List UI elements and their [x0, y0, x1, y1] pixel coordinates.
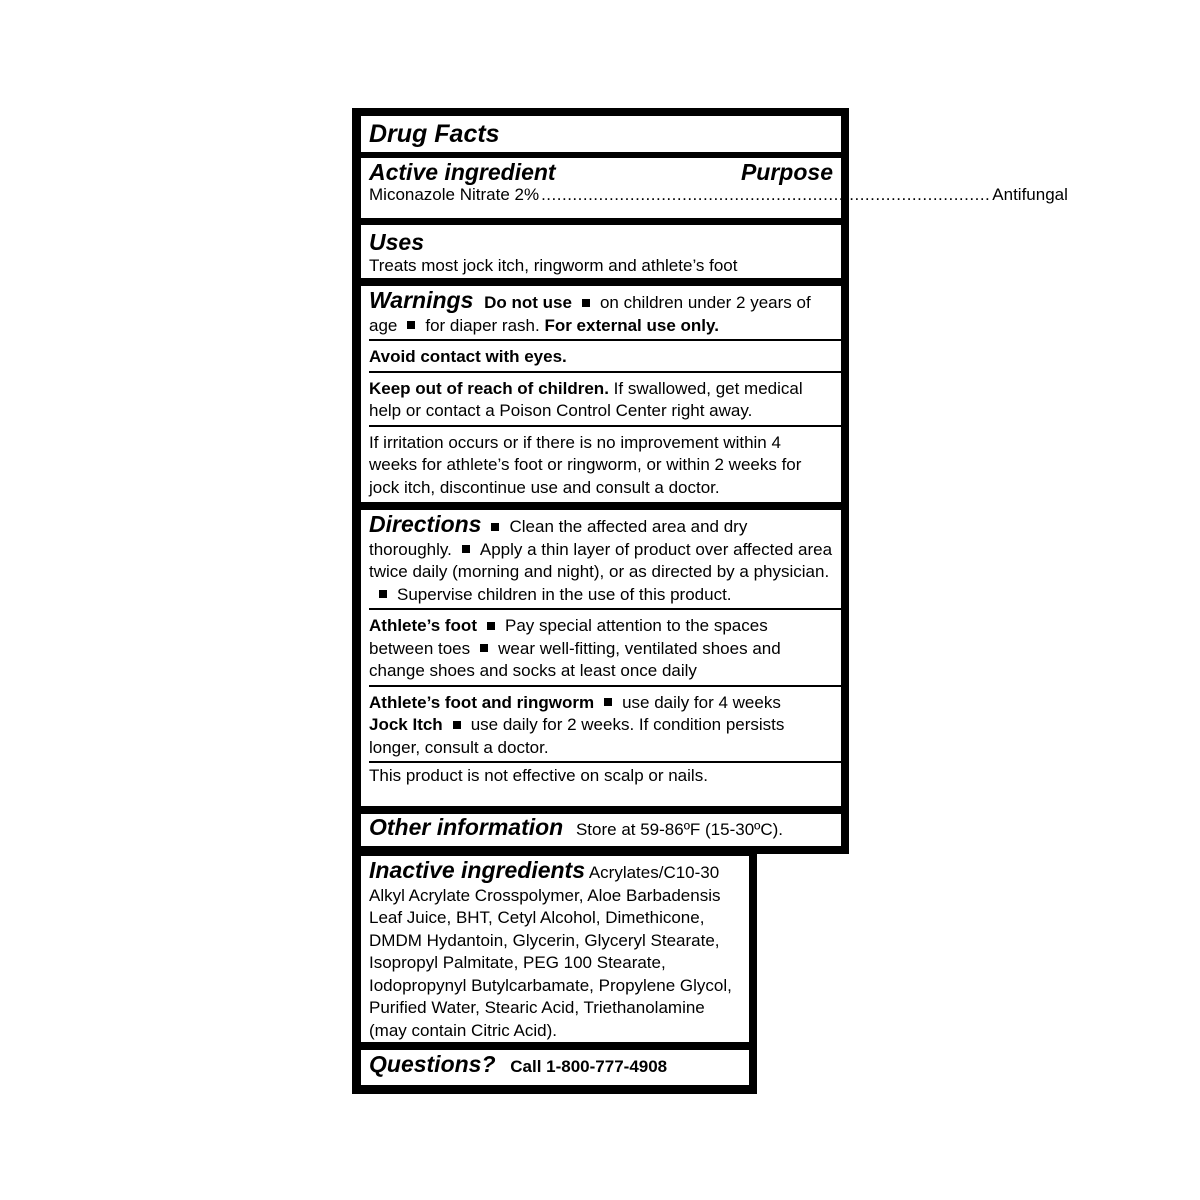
uses-heading: Uses — [369, 229, 424, 255]
duration-directions — [369, 687, 833, 762]
scalp-nails-note: This product is not effective on scalp or nails. — [369, 766, 708, 785]
storage-text: Store at 59-86ºF (15-30ºC). — [575, 820, 784, 839]
directions-heading: Directions — [369, 511, 482, 537]
avoid-eyes-warning: Avoid contact with eyes. — [369, 347, 567, 366]
inactive-ingredients-body — [369, 856, 741, 1042]
other-information-panel — [361, 814, 841, 846]
inactive-ingredients-text: Acrylates/C10-30 Alkyl Acrylate Crosspolymer, Aloe Barbadensis Leaf Juice, BHT, Cetyl Alcohol, Dimethicone, DMDM Hydantoin, Glycerin, Glyceryl Stearate, Isopropyl Palmitate, PEG 100 Stearate, Iodopropynyl Butylcarbamate, Propylene Glycol, Purified Water, Stearic Acid, Triethanolamine (may contain Citric Acid). — [369, 863, 732, 1040]
direction-apply: Apply a thin layer of product over affected area twice daily (morning and night), or as directed by a physician. — [369, 539, 833, 581]
inactive-ingredients-panel — [361, 856, 749, 1042]
directions-panel — [361, 510, 841, 806]
keep-out-text: If swallowed, get medical help or contact a Poison Control Center right away. — [369, 378, 803, 420]
leader-dots: ...................................................................................... — [541, 184, 991, 204]
bullet-icon — [582, 299, 590, 307]
bullet-icon — [604, 698, 612, 706]
irritation-warning: If irritation occurs or if there is no improvement within 4 weeks for athlete’s foot or ringworm, or within 2 weeks for jock itch, discontinue use and consult a doctor. — [369, 432, 802, 497]
warnings-panel — [361, 286, 841, 502]
questions-phone: Call 1-800-777-4908 — [510, 1057, 668, 1076]
uses-panel — [361, 225, 841, 278]
athletes-foot-ringworm-label: Athlete’s foot and ringworm — [369, 692, 595, 712]
do-not-use-label: Do not use — [484, 293, 572, 312]
bullet-icon — [491, 523, 499, 531]
active-ingredient-heading: Active ingredient — [369, 159, 556, 185]
warnings-intro — [369, 286, 833, 339]
keep-out-warning — [369, 373, 833, 425]
purpose-heading: Purpose — [740, 159, 833, 185]
warning-item-children: on children under 2 years of age — [369, 293, 811, 335]
bullet-icon — [462, 545, 470, 553]
bullet-icon — [407, 321, 415, 329]
title-panel — [361, 116, 841, 152]
questions-panel — [361, 1050, 749, 1085]
questions-heading: Questions? — [369, 1051, 496, 1077]
bullet-icon — [487, 622, 495, 630]
athletes-foot-label: Athlete’s foot — [369, 616, 477, 635]
athletes-foot-ringworm-item: use daily for 4 weeks — [622, 692, 781, 712]
active-ingredient-purpose: Antifungal — [992, 184, 1068, 204]
active-ingredient-row — [369, 184, 1068, 207]
athletes-foot-directions — [369, 610, 833, 685]
active-ingredient-panel — [361, 158, 1068, 218]
athletes-foot-item1: Pay special attention to the spaces between toes — [369, 616, 768, 658]
other-information-heading: Other information — [369, 814, 564, 840]
uses-text: Treats most jock itch, ringworm and athlete’s foot — [369, 256, 738, 275]
jock-itch-label: Jock Itch — [369, 715, 443, 734]
warnings-heading: Warnings — [369, 287, 474, 313]
directions-general — [369, 510, 833, 608]
warning-item-diaper: for diaper rash. — [425, 315, 540, 335]
bullet-icon — [453, 721, 461, 729]
keep-out-label: Keep out of reach of children. — [369, 378, 609, 398]
active-ingredient-name: Miconazole Nitrate 2% — [369, 184, 540, 204]
direction-clean: Clean the affected area and dry thoroughly. — [369, 517, 748, 559]
jock-itch-item: use daily for 2 weeks. If condition persists longer, consult a doctor. — [369, 715, 785, 757]
inactive-ingredients-heading: Inactive ingredients — [369, 857, 586, 883]
bullet-icon — [480, 644, 488, 652]
athletes-foot-item2: wear well-fitting, ventilated shoes and change shoes and socks at least once daily — [369, 638, 781, 680]
drug-facts-title: Drug Facts — [369, 120, 500, 148]
direction-supervise: Supervise children in the use of this product. — [397, 584, 732, 604]
bullet-icon — [379, 590, 387, 598]
external-use-note: For external use only. — [544, 315, 719, 335]
